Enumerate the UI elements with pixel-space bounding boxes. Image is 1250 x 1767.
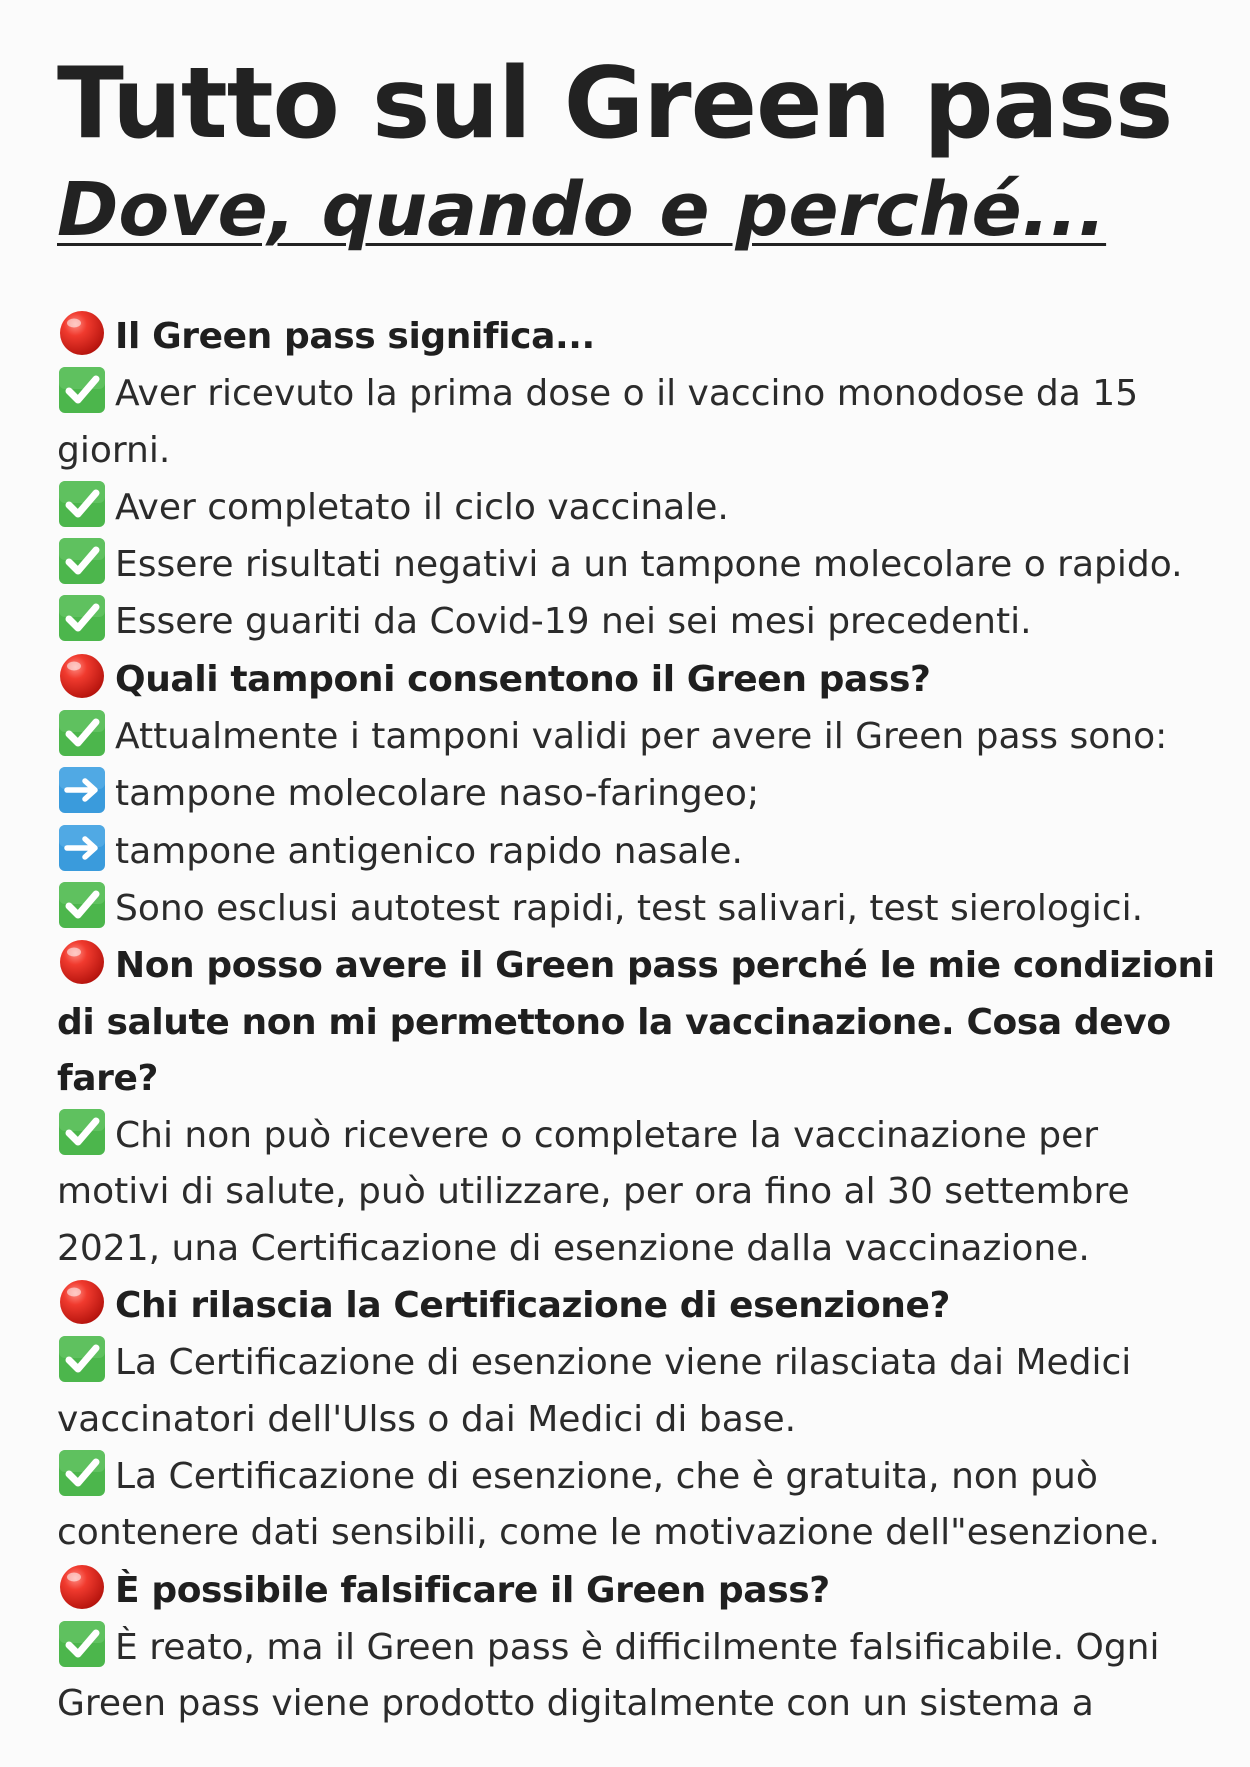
faq-list-item (57, 823, 1217, 880)
faq-question (57, 1562, 1217, 1619)
red-circle-icon (57, 1277, 107, 1327)
line-text: È possibile falsificare il Green pass? (115, 1569, 830, 1611)
check-mark-icon (57, 708, 107, 758)
line-text: Chi non può ricevere o completare la vaccinazione per motivi di salute, può utilizzare, per ora fino al 30 settembre 2021, una Certificazione di esenzione dalla vaccinazione. (57, 1115, 1130, 1269)
red-circle-icon (57, 937, 107, 987)
line-text: Sono esclusi autotest rapidi, test salivari, test sierologici. (115, 887, 1144, 929)
check-mark-icon (57, 1107, 107, 1157)
faq-answer (57, 880, 1217, 937)
check-mark-icon (57, 1448, 107, 1498)
line-text: Aver ricevuto la prima dose o il vaccino monodose da 15 giorni. (57, 373, 1139, 471)
faq-answer (57, 1448, 1217, 1562)
line-text: Quali tamponi consentono il Green pass? (115, 658, 931, 700)
line-text: È reato, ma il Green pass è difficilmente falsificabile. Ogni Green pass viene prodotto digitalmente con un sistema a (57, 1626, 1160, 1725)
line-text: tampone antigenico rapido nasale. (115, 830, 743, 872)
line-text: La Certificazione di esenzione viene rilasciata dai Medici vaccinatori dell'Ulss o dai Medici di base. (57, 1342, 1132, 1440)
check-mark-icon (57, 365, 107, 415)
check-mark-icon (57, 479, 107, 529)
line-text: Chi rilascia la Certificazione di esenzione? (115, 1285, 951, 1327)
line-text: Non posso avere il Green pass perché le mie condizioni di salute non mi permettono la vaccinazione. Cosa devo fare? (57, 945, 1215, 1099)
check-mark-icon (57, 593, 107, 643)
arrow-right-icon (57, 823, 107, 873)
document-page (57, 48, 1217, 1732)
check-mark-icon (57, 536, 107, 586)
faq-answer (57, 1334, 1217, 1448)
line-text: Essere guariti da Covid-19 nei sei mesi precedenti. (115, 601, 1032, 643)
faq-answer (57, 1619, 1217, 1733)
line-text: Il Green pass significa... (115, 316, 595, 357)
check-mark-icon (57, 880, 107, 930)
faq-question (57, 651, 1217, 708)
red-circle-icon (57, 1562, 107, 1612)
red-circle-icon (57, 308, 107, 358)
line-text: Attualmente i tamponi validi per avere il Green pass sono: (115, 716, 1168, 758)
line-text: Essere risultati negativi a un tampone molecolare o rapido. (115, 544, 1183, 586)
faq-answer (57, 365, 1217, 479)
page-subtitle: Dove, quando e perché... (57, 167, 1107, 253)
line-text: La Certificazione di esenzione, che è gratuita, non può contenere dati sensibili, come le motivazione dell"esenzione. (57, 1455, 1160, 1554)
faq-question (57, 308, 1217, 365)
line-text: Aver completato il ciclo vaccinale. (115, 486, 729, 528)
faq-answer (57, 708, 1217, 765)
check-mark-icon (57, 1619, 107, 1669)
faq-question (57, 937, 1217, 1107)
faq-question (57, 1277, 1217, 1334)
faq-answer (57, 536, 1217, 593)
arrow-right-icon (57, 765, 107, 815)
faq-answer (57, 479, 1217, 536)
check-mark-icon (57, 1334, 107, 1384)
line-text: tampone molecolare naso-faringeo; (115, 773, 760, 815)
red-circle-icon (57, 651, 107, 701)
faq-list-item (57, 765, 1217, 822)
faq-answer (57, 1107, 1217, 1277)
page-title: Tutto sul Green pass (57, 47, 1173, 161)
faq-answer (57, 593, 1217, 650)
faq-list (57, 308, 1217, 1732)
